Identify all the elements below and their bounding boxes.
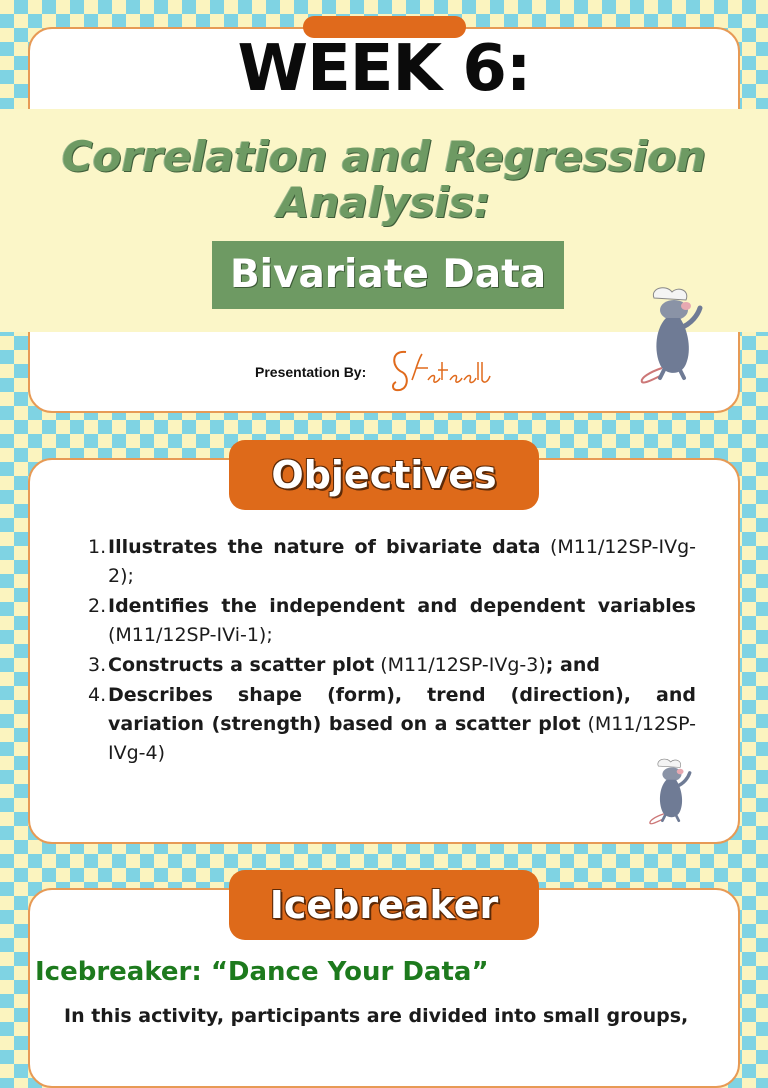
- signature-logo: [388, 340, 498, 400]
- icebreaker-body: In this activity, participants are divided into small groups,: [64, 1005, 689, 1027]
- list-item: 4. Describes shape (form), trend (direction), and variation (strength) based on a scatter plot (M11/12SP-IVg-4): [88, 684, 696, 764]
- objectives-title: Objectives: [229, 440, 539, 510]
- chef-rat-small-illustration: [646, 756, 702, 828]
- icebreaker-title: Icebreaker: [229, 870, 539, 940]
- topic-badge: Bivariate Data: [212, 241, 564, 309]
- icebreaker-heading: Icebreaker: “Dance Your Data”: [35, 957, 489, 987]
- list-item: 3. Constructs a scatter plot (M11/12SP-IVg-3); and: [88, 654, 600, 676]
- list-item: 1. Illustrates the nature of bivariate data (M11/12SP-IVg-2);: [88, 536, 696, 587]
- week-title: WEEK 6:: [237, 32, 531, 106]
- subject-line-1: Correlation and Regression: [61, 132, 707, 181]
- presenter-label: Presentation By:: [255, 364, 367, 380]
- objectives-list: [88, 533, 696, 769]
- list-item: 2. Identifies the independent and dependent variables (M11/12SP-IVi-1);: [88, 595, 696, 646]
- chef-rat-illustration: [636, 284, 718, 388]
- subject-line-2: Analysis:: [277, 178, 491, 227]
- subject-title: [0, 134, 768, 226]
